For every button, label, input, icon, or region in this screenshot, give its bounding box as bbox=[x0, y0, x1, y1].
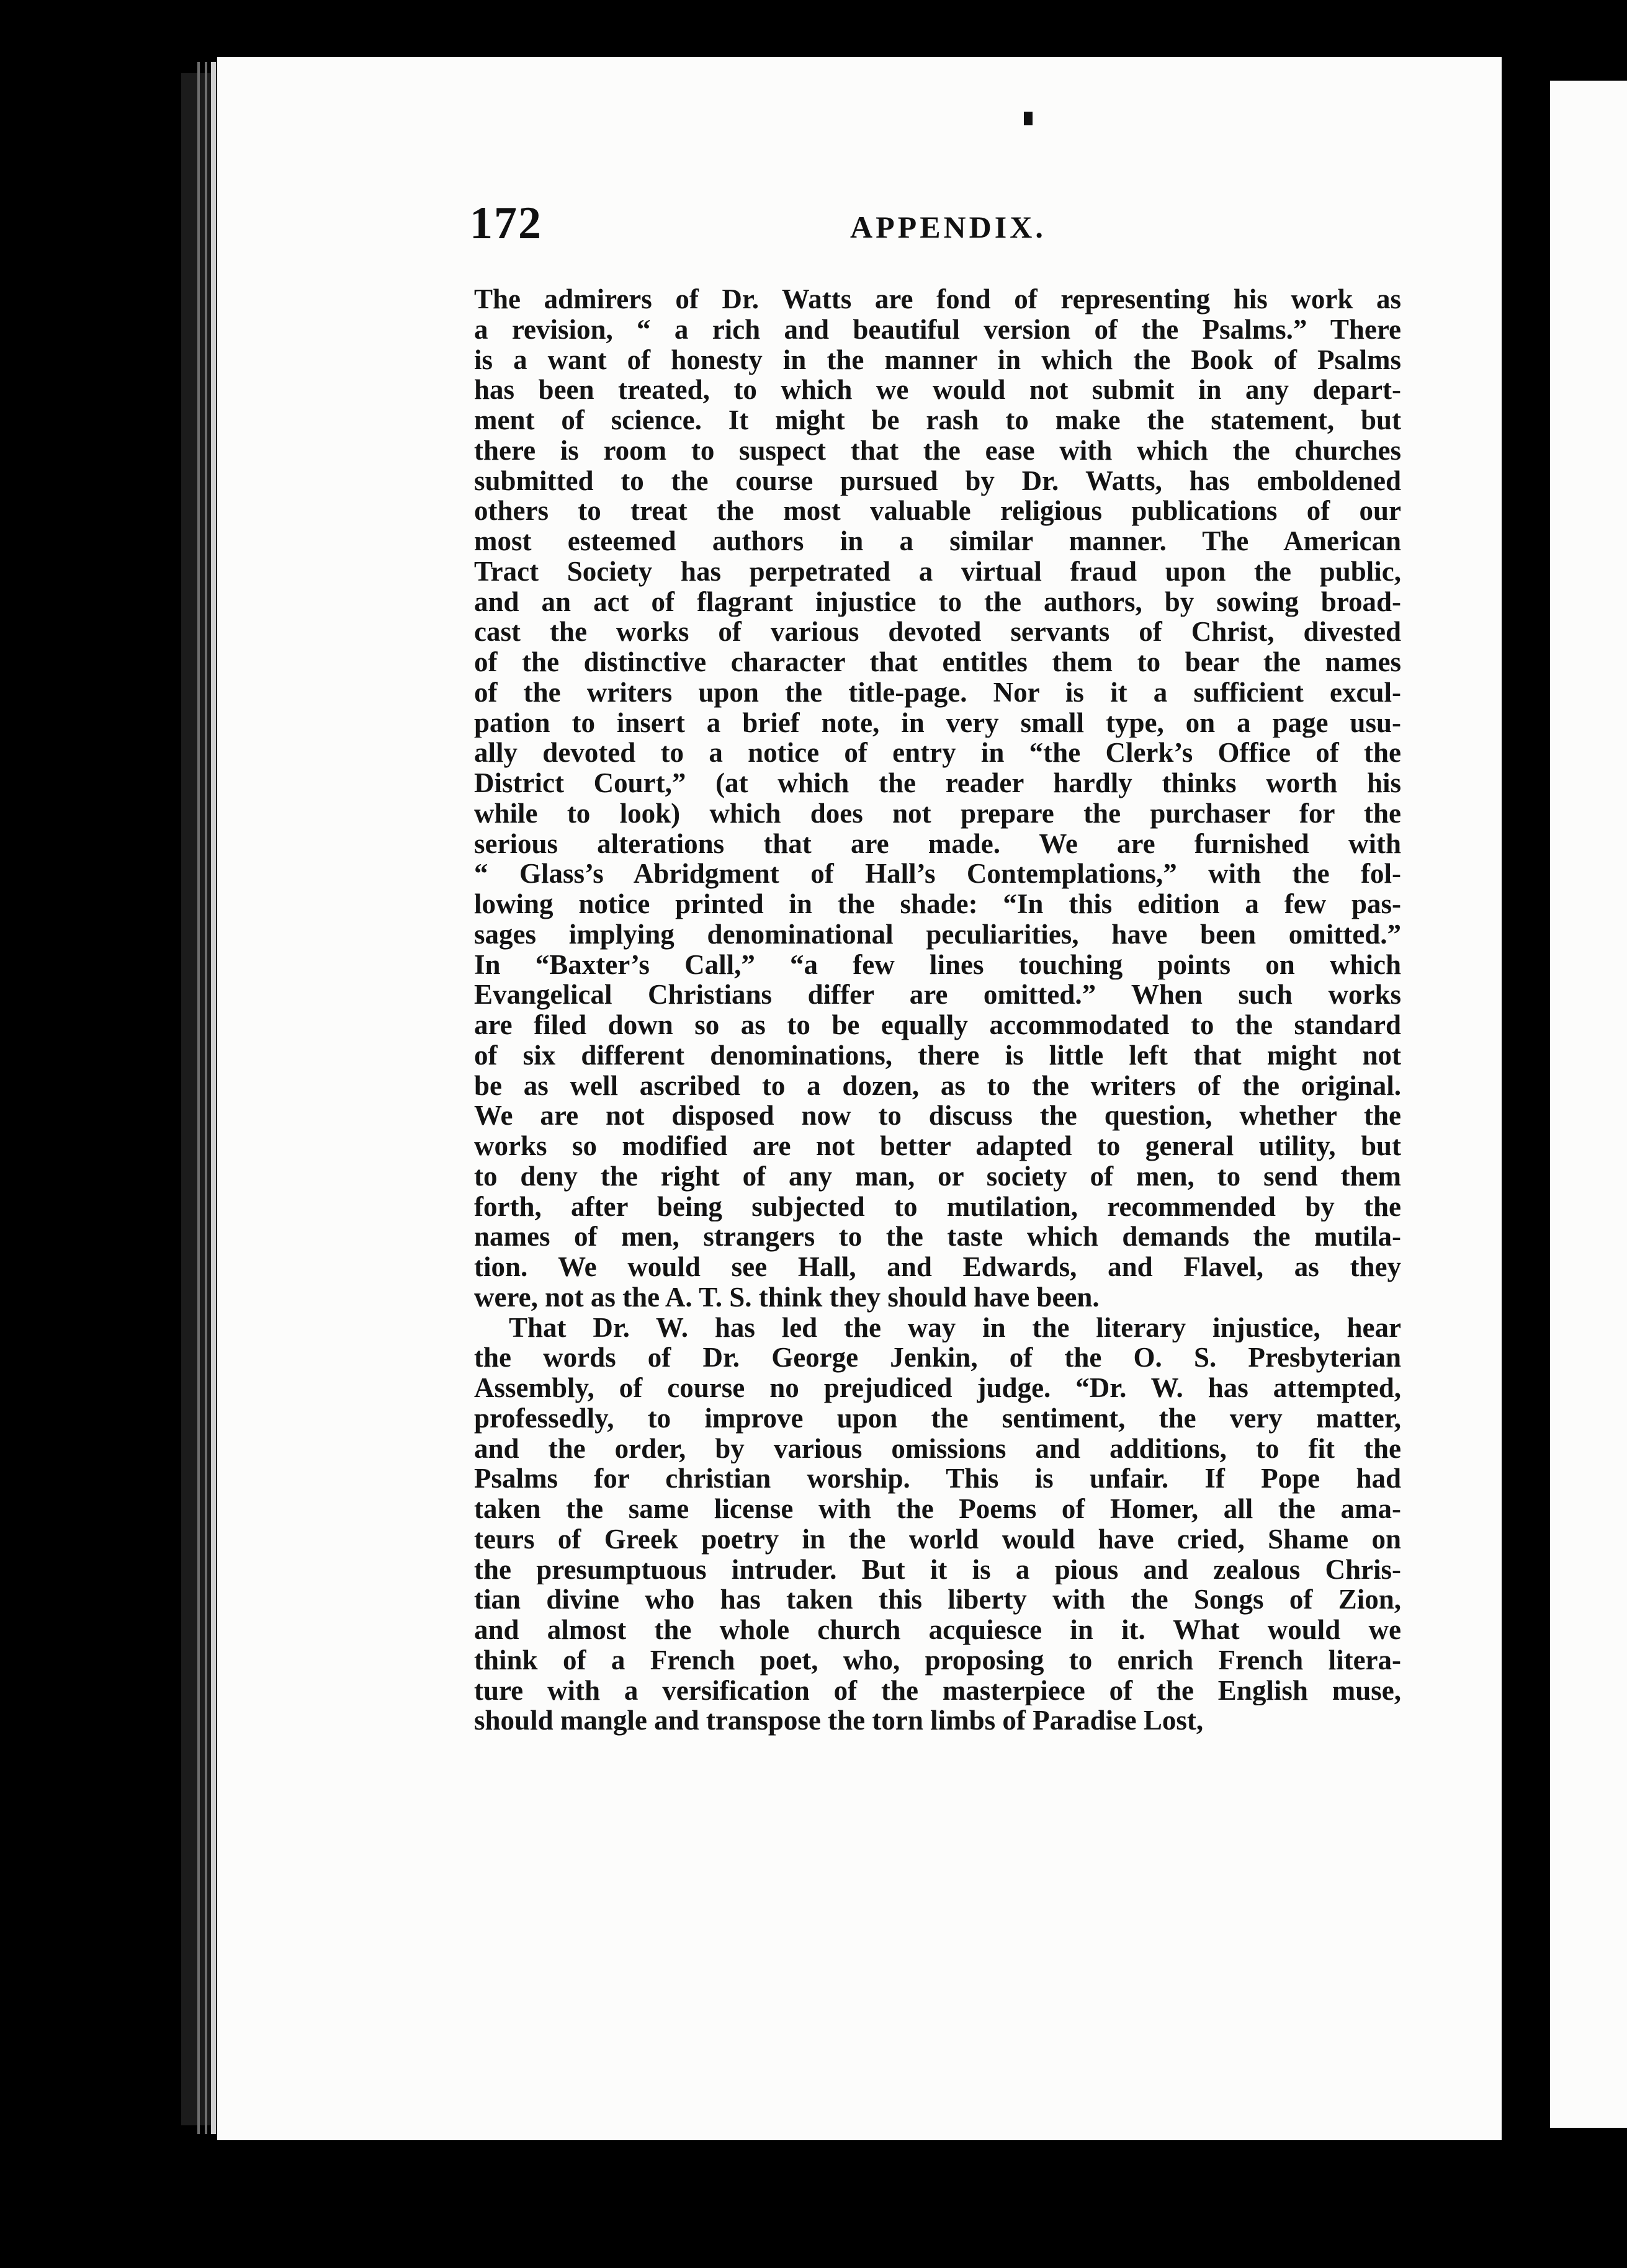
text-line: there is room to suspect that the ease with which the churches bbox=[474, 435, 1401, 466]
text-line: the presumptuous intruder. But it is a pious and zealous Chris- bbox=[474, 1554, 1401, 1585]
text-line: and the order, by various omissions and additions, to fit the bbox=[474, 1433, 1401, 1464]
text-line: tian divine who has taken this liberty with the Songs of Zion, bbox=[474, 1584, 1401, 1615]
text-line: ture with a versification of the masterpiece of the English muse, bbox=[474, 1675, 1401, 1706]
text-line: are filed down so as to be equally accommodated to the standard bbox=[474, 1010, 1401, 1040]
text-line: taken the same license with the Poems of Homer, all the ama- bbox=[474, 1494, 1401, 1524]
text-line: forth, after being subjected to mutilation, recommended by the bbox=[474, 1191, 1401, 1222]
page-number: 172 bbox=[470, 198, 542, 249]
specks bbox=[1024, 112, 1033, 125]
text-line: were, not as the A. T. S. think they should have been. bbox=[474, 1282, 1100, 1313]
text-line: most esteemed authors in a similar manner. The American bbox=[474, 526, 1401, 556]
text-line: think of a French poet, who, proposing to enrich French litera- bbox=[474, 1645, 1401, 1676]
text-line: In “Baxter’s Call,” “a few lines touching points on which bbox=[474, 949, 1401, 980]
text-line: works so modified are not better adapted to general utility, but bbox=[474, 1131, 1401, 1161]
text-line: The admirers of Dr. Watts are fond of representing his work as bbox=[474, 284, 1401, 315]
text-line: cast the works of various devoted servants of Christ, divested bbox=[474, 617, 1401, 647]
text-line: pation to insert a brief note, in very small type, on a page usu- bbox=[474, 707, 1401, 738]
text-line: is a want of honesty in the manner in which the Book of Psalms bbox=[474, 344, 1401, 375]
text-line: ment of science. It might be rash to make the statement, but bbox=[474, 405, 1401, 435]
text-line: others to treat the most valuable religious publications of our bbox=[474, 496, 1401, 526]
book-edge-line bbox=[205, 62, 207, 2134]
text-line: professedly, to improve upon the sentiment, the very matter, bbox=[474, 1403, 1401, 1434]
text-line: sages implying denominational peculiarities, have been omitted.” bbox=[474, 919, 1401, 950]
text-line: submitted to the course pursued by Dr. Watts, has emboldened bbox=[474, 465, 1401, 496]
text-line: names of men, strangers to the taste which demands the mutila- bbox=[474, 1221, 1401, 1252]
book-edge-light bbox=[211, 62, 216, 2134]
text-line: Psalms for christian worship. This is unfair. If Pope had bbox=[474, 1463, 1401, 1494]
text-line: Tract Society has perpetrated a virtual fraud upon the public, bbox=[474, 556, 1401, 587]
text-line: while to look) which does not prepare the purchaser for the bbox=[474, 798, 1401, 829]
text-line: and an act of flagrant injustice to the authors, by sowing broad- bbox=[474, 586, 1401, 617]
text-line: should mangle and transpose the torn limbs of Paradise Lost, bbox=[474, 1705, 1204, 1736]
text-line: serious alterations that are made. We are furnished with bbox=[474, 828, 1401, 859]
body-text bbox=[474, 284, 1401, 1736]
text-line: We are not disposed now to discuss the question, whether the bbox=[474, 1101, 1401, 1131]
text-line: teurs of Greek poetry in the world would have cried, Shame on bbox=[474, 1524, 1401, 1555]
text-line: and almost the whole church acquiesce in it. What would we bbox=[474, 1615, 1401, 1645]
text-line: “ Glass’s Abridgment of Hall’s Contemplations,” with the fol- bbox=[474, 859, 1401, 889]
text-line: has been treated, to which we would not submit in any depart- bbox=[474, 375, 1401, 405]
facing-page-edge bbox=[1550, 81, 1627, 2128]
text-line: Evangelical Christians differ are omitted.” When such works bbox=[474, 980, 1401, 1010]
text-line: District Court,” (at which the reader hardly thinks worth his bbox=[474, 768, 1401, 798]
text-line: be as well ascribed to a dozen, as to the writers of the original. bbox=[474, 1070, 1401, 1101]
text-line: tion. We would see Hall, and Edwards, and Flavel, as they bbox=[474, 1252, 1401, 1282]
text-line: That Dr. W. has led the way in the literary injustice, hear bbox=[509, 1312, 1401, 1343]
text-line: ally devoted to a notice of entry in “the Clerk’s Office of the bbox=[474, 738, 1401, 768]
book-edge-line bbox=[197, 62, 200, 2134]
text-line: Assembly, of course no prejudiced judge. “Dr. W. has attempted, bbox=[474, 1373, 1401, 1403]
text-line: the words of Dr. George Jenkin, of the O. S. Presbyterian bbox=[474, 1342, 1401, 1373]
text-line: of the distinctive character that entitles them to bear the names bbox=[474, 647, 1401, 677]
text-line: to deny the right of any man, or society of men, to send them bbox=[474, 1161, 1401, 1192]
running-head: APPENDIX. bbox=[850, 210, 1046, 244]
text-line: of the writers upon the title-page. Nor is it a sufficient excul- bbox=[474, 677, 1401, 708]
text-line: a revision, “ a rich and beautiful version of the Psalms.” There bbox=[474, 314, 1401, 345]
text-line: of six different denominations, there is little left that might not bbox=[474, 1040, 1401, 1071]
text-line: lowing notice printed in the shade: “In this edition a few pas- bbox=[474, 889, 1401, 919]
